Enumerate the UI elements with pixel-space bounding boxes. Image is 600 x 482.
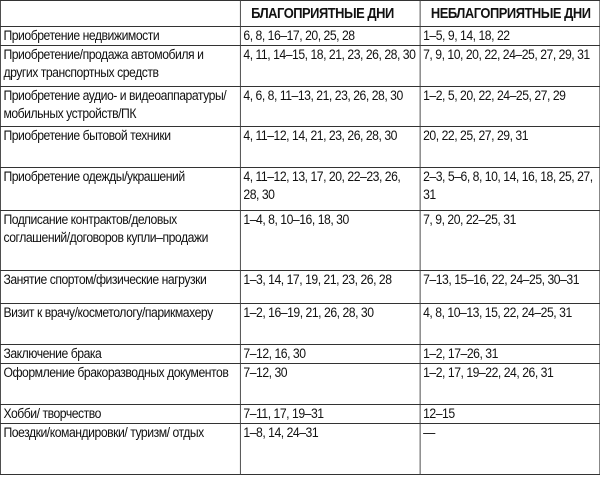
activity-cell: Приобретение одежды/украшений bbox=[0, 168, 240, 211]
favorable-cell: 4, 11–12, 14, 21, 23, 26, 28, 30 bbox=[240, 127, 420, 168]
favorable-cell: 1–2, 16–19, 21, 26, 28, 30 bbox=[240, 304, 420, 345]
table-header-row bbox=[0, 1, 599, 27]
activity-cell: Заключение брака bbox=[0, 345, 240, 364]
table-row bbox=[0, 211, 599, 271]
table-row bbox=[0, 168, 599, 211]
unfavorable-cell: 1–2, 17, 19–22, 24, 26, 31 bbox=[420, 364, 600, 405]
activity-cell: Приобретение недвижимости bbox=[0, 27, 240, 46]
unfavorable-cell: 12–15 bbox=[420, 405, 600, 424]
unfavorable-cell: 4, 8, 10–13, 15, 22, 24–25, 31 bbox=[420, 304, 600, 345]
table-row bbox=[0, 424, 599, 475]
table-row bbox=[0, 304, 599, 345]
unfavorable-cell: 1–2, 5, 20, 22, 24–25, 27, 29 bbox=[420, 87, 600, 127]
table-row bbox=[0, 405, 599, 424]
table-row bbox=[0, 87, 599, 127]
unfavorable-cell: 20, 22, 25, 27, 29, 31 bbox=[420, 127, 600, 168]
table-row bbox=[0, 27, 599, 46]
header-activity bbox=[0, 1, 240, 27]
favorable-cell: 6, 8, 16–17, 20, 25, 28 bbox=[240, 27, 420, 46]
favorable-cell: 7–12, 16, 30 bbox=[240, 345, 420, 364]
favorable-cell: 4, 11, 14–15, 18, 21, 23, 26, 28, 30 bbox=[240, 46, 420, 87]
activity-cell: Оформление бракоразводных документов bbox=[0, 364, 240, 405]
activity-cell: Занятие спортом/физические нагрузки bbox=[0, 271, 240, 304]
activity-cell: Приобретение аудио- и видеоаппаратуры/мобильных устройств/ПК bbox=[0, 87, 240, 127]
table-row bbox=[0, 345, 599, 364]
favorable-cell: 4, 11–12, 13, 17, 20, 22–23, 26, 28, 30 bbox=[240, 168, 420, 211]
activity-cell: Поездки/командировки/ туризм/ отдых bbox=[0, 424, 240, 475]
activity-cell: Визит к врачу/косметологу/парикмахеру bbox=[0, 304, 240, 345]
unfavorable-cell: 7, 9, 10, 20, 22, 24–25, 27, 29, 31 bbox=[420, 46, 600, 87]
table-row bbox=[0, 127, 599, 168]
favorable-cell: 1–4, 8, 10–16, 18, 30 bbox=[240, 211, 420, 271]
unfavorable-cell: 2–3, 5–6, 8, 10, 14, 16, 18, 25, 27, 31 bbox=[420, 168, 600, 211]
table-row bbox=[0, 46, 599, 87]
activity-cell: Хобби/ творчество bbox=[0, 405, 240, 424]
activity-cell: Подписание контрактов/деловых соглашений/договоров купли–продажи bbox=[0, 211, 240, 271]
table-row bbox=[0, 271, 599, 304]
favorable-cell: 1–3, 14, 17, 19, 21, 23, 26, 28 bbox=[240, 271, 420, 304]
header-favorable-days: БЛАГОПРИЯТНЫЕ ДНИ bbox=[240, 1, 420, 27]
header-unfavorable-days: НЕБЛАГОПРИЯТНЫЕ ДНИ bbox=[420, 1, 600, 27]
favorable-cell: 4, 6, 8, 11–13, 21, 23, 26, 28, 30 bbox=[240, 87, 420, 127]
unfavorable-cell: 1–2, 17–26, 31 bbox=[420, 345, 600, 364]
unfavorable-cell: 7–13, 15–16, 22, 24–25, 30–31 bbox=[420, 271, 600, 304]
favorable-cell: 1–8, 14, 24–31 bbox=[240, 424, 420, 475]
table-row bbox=[0, 364, 599, 405]
favorable-cell: 7–12, 30 bbox=[240, 364, 420, 405]
unfavorable-cell: — bbox=[420, 424, 600, 475]
activity-cell: Приобретение бытовой техники bbox=[0, 127, 240, 168]
unfavorable-cell: 1–5, 9, 14, 18, 22 bbox=[420, 27, 600, 46]
favorable-cell: 7–11, 17, 19–31 bbox=[240, 405, 420, 424]
unfavorable-cell: 7, 9, 20, 22–25, 31 bbox=[420, 211, 600, 271]
activity-cell: Приобретение/продажа автомобиля и других транспортных средств bbox=[0, 46, 240, 87]
